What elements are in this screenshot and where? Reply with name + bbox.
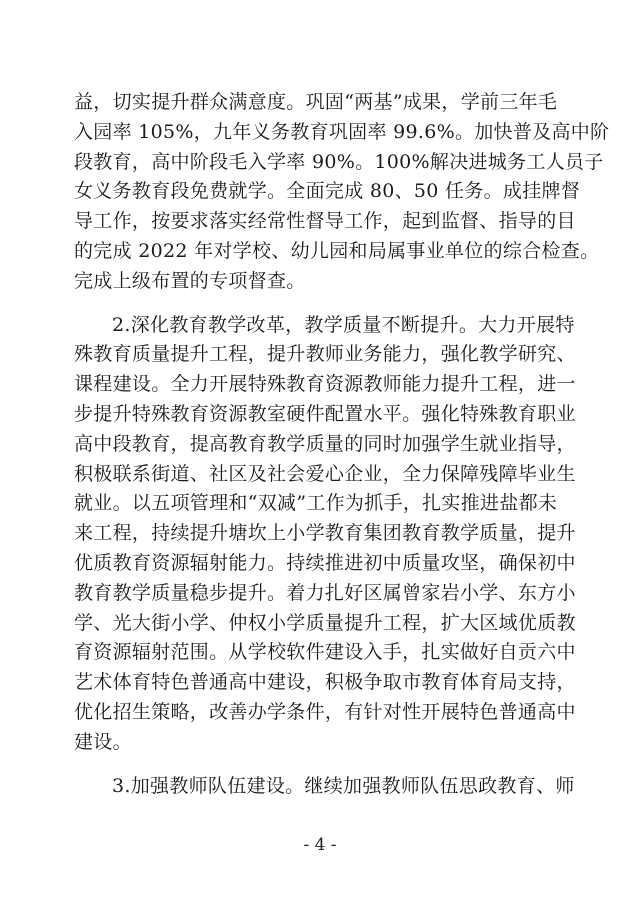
document-body [74,88,610,801]
text-line: 入园率 105%，九年义务教育巩固率 99.6%。加快普及高中阶 [74,120,610,143]
text-line: 课程建设。全力开展特殊教育资源教师能力提升工程，进一 [74,373,576,396]
paragraph-spacer [74,758,574,772]
paragraph-3 [74,772,574,802]
text-line: 2.深化教育教学改革，教学质量不断提升。大力开展特 [112,313,575,336]
text-line: 优化招生策略，改善办学条件，有针对性开展特色普通高中 [74,700,576,723]
text-line: 来工程，持续提升塘坎上小学教育集团教育教学质量，提升 [74,522,576,545]
text-line: 就业。以五项管理和“双减”工作为抓手，扎实推进盐都未 [74,492,558,515]
text-line: 3.加强教师队伍建设。继续加强教师队伍思政教育、师 [112,774,575,797]
text-line: 完成上级布置的专项督查。 [74,269,306,292]
paragraph-2 [74,311,574,758]
text-line: 女义务教育段免费就学。全面完成 80、50 任务。成挂牌督 [74,180,581,203]
text-line: 艺术体育特色普通高中建设，积极争取市教育体育局支持， [74,671,576,694]
text-line: 导工作，按要求落实经常性督导工作，起到监督、指导的目 [74,210,576,233]
paragraph-spacer [74,297,574,311]
text-line: 殊教育质量提升工程，提升教师业务能力，强化教学研究、 [74,343,576,366]
text-line: 学、光大街小学、仲权小学质量提升工程，扩大区域优质教 [74,611,576,634]
text-line: 的完成 2022 年对学校、幼儿园和局属事业单位的综合检查。 [74,239,600,262]
text-line: 益，切实提升群众满意度。巩固“两基”成果，学前三年毛 [74,91,558,113]
text-line: 步提升特殊教育资源教室硬件配置水平。强化特殊教育职业 [74,402,576,425]
text-line: 育资源辐射范围。从学校软件建设入手，扎实做好自贡六中 [74,641,576,664]
text-line: 高中段教育，提高教育教学质量的同时加强学生就业指导， [74,432,576,455]
text-line: 积极联系街道、社区及社会爱心企业，全力保障残障毕业生 [74,462,576,485]
page-number: - 4 - [303,835,337,855]
text-line: 教育教学质量稳步提升。着力扎好区属曾家岩小学、东方小 [74,581,576,604]
text-line: 优质教育资源辐射能力。持续推进初中质量攻坚，确保初中 [74,551,576,574]
text-line: 建设。 [74,730,132,753]
paragraph-1 [74,88,610,297]
text-line: 段教育，高中阶段毛入学率 90%。100%解决进城务工人员子 [74,150,604,173]
